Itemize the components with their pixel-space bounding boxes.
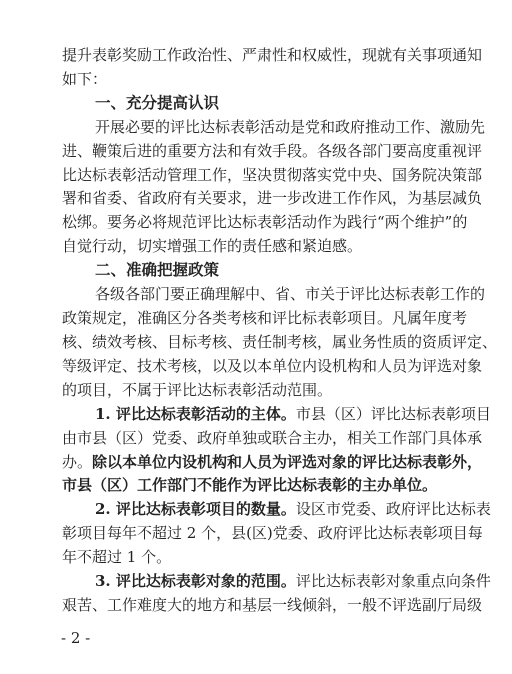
section-heading-1: 一、充分提高认识 [95,94,220,112]
section-heading-2: 二、准确把握政策 [95,261,220,279]
body-text-run: 评比达标表彰对象重点向条件 [295,572,491,590]
body-text-line: 比达标表彰活动管理工作，坚决贯彻落实党中央、国务院决策部 [62,166,483,184]
body-text-line: 彰项目每年不超过 2 个，县(区)党委、政府评比达标表彰项目每 [62,524,483,542]
subheading-3: 3. 评比达标表彰对象的范围。 [95,572,296,590]
body-text-line: 核、绩效考核、目标考核、责任制考核，属业务性质的资质评定、 [62,333,498,351]
body-text-line [62,452,482,472]
body-text-line: 松绑。要务必将规范评比达标表彰活动作为践行“两个维护”的 [62,213,468,231]
numbered-paragraph-3 [95,571,491,591]
numbered-paragraph-1 [95,404,491,424]
body-text-line: 政策规定，准确区分各类考核和评比标表彰项目。凡属年度考 [62,309,468,327]
body-text-line: 各级各部门要正确理解中、省、市关于评比达标表彰工作的 [95,285,486,303]
body-text-line: 年不超过 1 个。 [62,548,172,566]
emphasized-text-line: 市县（区）工作部门不能作为评比达标表彰的主办单位。 [62,476,438,494]
body-text-line: 署和省委、省政府有关要求，进一步改进工作作风，为基层减负 [62,189,483,207]
body-text-line: 如下： [62,70,108,88]
page-number: - 2 - [61,629,91,647]
body-text-run: 设区市党委、政府评比达标表 [295,500,491,518]
body-text-line: 艰苦、工作难度大的地方和基层一线倾斜，一般不评选副厅局级 [62,596,483,614]
body-text-run: 办。 [62,453,93,471]
body-text-line: 进、鞭策后进的重要方法和有效手段。各级各部门要高度重视评 [62,142,483,160]
body-text-line: 提升表彰奖励工作政治性、严肃性和权威性，现就有关事项通知 [62,46,483,64]
subheading-2: 2. 评比达标表彰项目的数量。 [95,500,296,518]
emphasized-text: 除以本单位内设机构和人员为评选对象的评比达标表彰外， [92,453,483,471]
body-text-run: 市县（区）评比达标表彰项目 [295,405,491,423]
subheading-1: 1. 评比达标表彰活动的主体。 [95,405,296,423]
body-text-line: 等级评定、技术考核，以及以本单位内设机构和人员为评选对象 [62,357,483,375]
body-text-line: 自觉行动，切实增强工作的责任感和紧迫感。 [62,237,363,255]
body-text-line: 开展必要的评比达标表彰活动是党和政府推动工作、激励先 [95,118,486,136]
numbered-paragraph-2 [95,499,491,519]
body-text-line: 由市县（区）党委、政府单独或联合主办，相关工作部门具体承 [62,429,483,447]
body-text-line: 的项目，不属于评比达标表彰活动范围。 [62,381,333,399]
